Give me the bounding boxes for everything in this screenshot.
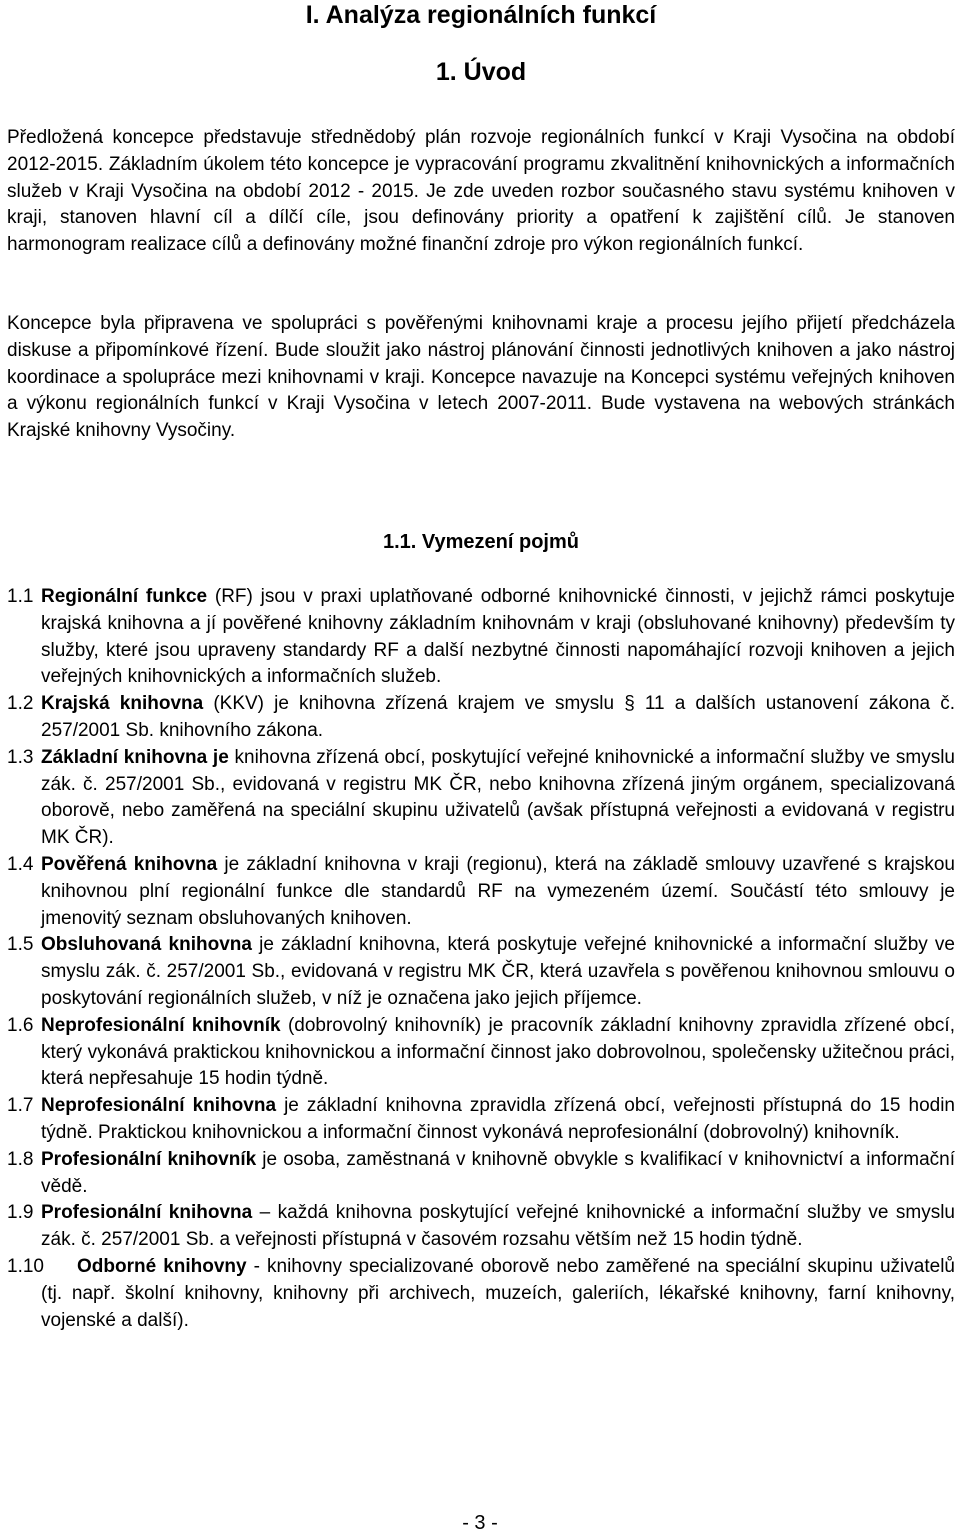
definition-term: Pověřená knihovna bbox=[41, 853, 218, 875]
definition-text: je osoba, zaměstnaná v knihovně obvykle s kvalifikací v knihovnictví a informační vědě. bbox=[41, 1148, 955, 1197]
definition-number: 1.8 bbox=[7, 1148, 34, 1170]
definition-text: (RF) jsou v praxi uplatňované odborné knihovnické činnosti, v jejichž rámci poskytuje krajská knihovna a jí pověřené knihovny základním knihovnám v kraji (obsluhované knihovny) především ty služby, které jsou upraveny standardy RF a další nezbytné činnosti napomáhající rozvoji knihoven a jejich veřejných knihovnických a informačních služeb. bbox=[41, 586, 955, 688]
definition-term: Odborné knihovny bbox=[77, 1255, 247, 1277]
definition-item bbox=[7, 1013, 955, 1093]
definition-number: 1.2 bbox=[7, 693, 34, 715]
definition-item bbox=[7, 584, 955, 691]
definition-number: 1.10 bbox=[7, 1255, 44, 1277]
definition-item bbox=[7, 932, 955, 1012]
main-heading: I. Analýza regionálních funkcí bbox=[305, 1, 657, 29]
definition-text: je základní knihovna, která poskytuje veřejné knihovnické a informační služby ve smyslu zák. č. 257/2001 Sb., evidovaná v registru MK ČR, která uzavřela s pověřenou knihovnou smlouvu o poskytování regionálních služeb, v níž je označena jako jejich příjemce. bbox=[41, 934, 955, 1009]
definition-number: 1.4 bbox=[7, 853, 34, 875]
definitions-list bbox=[7, 584, 955, 1334]
definition-term: Neprofesionální knihovník bbox=[41, 1014, 281, 1036]
definition-item bbox=[7, 1200, 955, 1254]
definition-number: 1.9 bbox=[7, 1202, 34, 1224]
definition-text: (KKV) je knihovna zřízená krajem ve smyslu § 11 a dalších ustanovení zákona č. 257/2001 Sb. knihovního zákona. bbox=[41, 693, 956, 741]
definition-number: 1.5 bbox=[7, 934, 34, 956]
definition-text: je základní knihovna zpravidla zřízená obcí, veřejnosti přístupná do 15 hodin týdně. Praktickou knihovnickou a informační činnost vykonává neprofesionální (dobrovolný) knihovník. bbox=[41, 1095, 955, 1143]
definition-text: - knihovny specializované oborově nebo zaměřené na speciální skupinu uživatelů (tj. např. školní knihovny, knihovny při archivech, muzeích, galeriích, lékařské knihovny, farní knihovny, vojenské a další). bbox=[41, 1255, 955, 1331]
definition-text: je základní knihovna v kraji (regionu), která na základě smlouvy uzavřené s krajskou knihovnou plní regionální funkce dle standardů RF na vymezeném území. Součástí této smlouvy je jmenovitý seznam obsluhovaných knihoven. bbox=[41, 853, 955, 929]
definition-number: 1.7 bbox=[7, 1095, 34, 1117]
definition-term: Krajská knihovna bbox=[41, 693, 204, 715]
page-number: - 3 - bbox=[462, 1512, 498, 1534]
terms-heading: 1.1. Vymezení pojmů bbox=[383, 531, 579, 553]
definition-term: Neprofesionální knihovna bbox=[41, 1095, 277, 1117]
definition-text: – každá knihovna poskytující veřejné knihovnické a informační služby ve smyslu zák. č. 257/2001 Sb. a veřejnosti přístupná v časovém rozsahu větším než 15 hodin týdně. bbox=[41, 1202, 955, 1251]
definition-item bbox=[7, 852, 955, 932]
intro-paragraph: Předložená koncepce představuje střednědobý plán rozvoje regionálních funkcí v Kraji Vysočina na období 2012-2015. Základním úkolem této koncepce je vypracování programu zkvalitnění knihovnických a informačních služeb v Kraji Vysočina na období 2012 - 2015. Je zde uveden rozbor současného stavu systému knihoven v kraji, stanoven hlavní cíl a dílčí cíle, jsou definovány priority a opatření k zajištění cílů. Je stanoven harmonogram realizace cílů a definovány možné finanční zdroje pro výkon regionálních funkcí. bbox=[7, 127, 955, 256]
definition-term: Obsluhovaná knihovna bbox=[41, 934, 252, 956]
intro-heading: 1. Úvod bbox=[435, 58, 527, 86]
definition-item bbox=[7, 691, 955, 745]
definition-text: (dobrovolný knihovník) je pracovník základní knihovny zpravidla zřízené obcí, který vykonává praktickou knihovnickou a informační činnost jako dobrovolnou, společensky užitečnou práci, která nepřesahuje 15 hodin týdně. bbox=[41, 1014, 955, 1090]
definition-number: 1.3 bbox=[7, 746, 34, 768]
definition-text: knihovna zřízená obcí, poskytující veřejné knihovnické a informační služby ve smyslu zák. č. 257/2001 Sb., evidovaná v registru MK ČR, nebo knihovna zřízená jiným orgánem, specializovaná oborově, nebo zaměřená na speciální skupinu uživatelů (avšak přístupná veřejnosti a evidovaná v registru MK ČR). bbox=[41, 746, 955, 849]
definition-number: 1.1 bbox=[7, 586, 34, 607]
definition-item bbox=[7, 1254, 955, 1334]
definition-term: Regionální funkce bbox=[41, 586, 208, 607]
definition-item bbox=[7, 745, 955, 852]
definition-number: 1.6 bbox=[7, 1014, 34, 1036]
definition-term: Profesionální knihovna bbox=[41, 1202, 253, 1224]
concept-paragraph: Koncepce byla připravena ve spolupráci s pověřenými knihovnami kraje a procesu jejího přijetí předcházela diskuse a připomínkové řízení. Bude sloužit jako nástroj plánování činnosti jednotlivých knihoven a jako nástroj koordinace a spolupráce mezi knihovnami v kraji. Koncepce navazuje na Koncepci systému veřejných knihoven a výkonu regionálních funkcí v Kraji Vysočina v letech 2007-2011. Bude vystavena na webových stránkách Krajské knihovny Vysočiny. bbox=[7, 313, 955, 442]
definition-item bbox=[7, 1147, 955, 1201]
definition-term: Profesionální knihovník bbox=[41, 1148, 257, 1170]
definition-item bbox=[7, 1093, 955, 1147]
definition-term: Základní knihovna je bbox=[41, 746, 229, 768]
